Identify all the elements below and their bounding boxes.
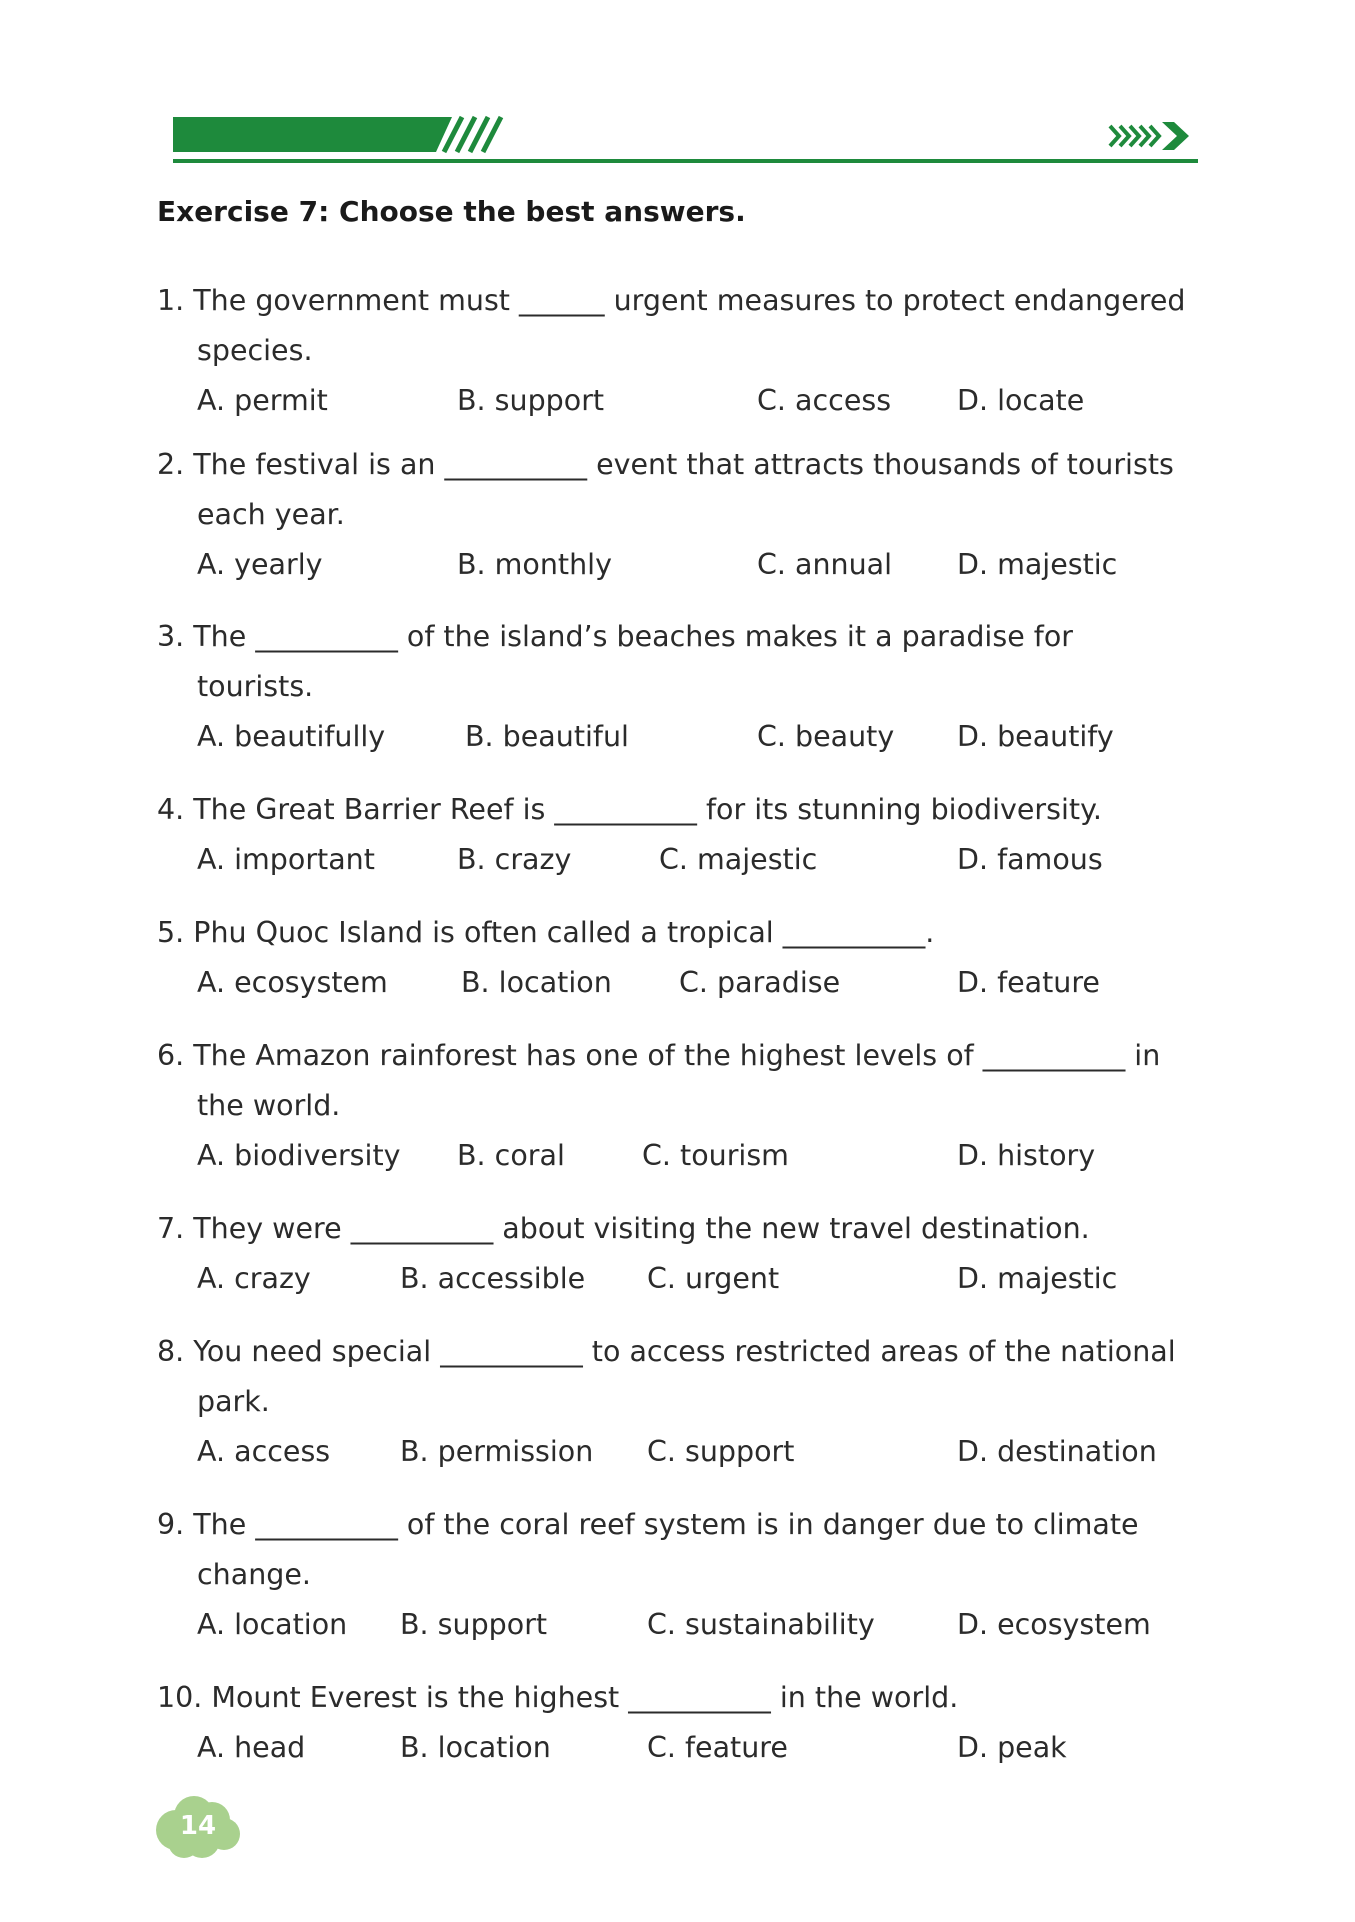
double-chevron-icon [1110, 126, 1159, 146]
option-c[interactable]: C. annual [757, 548, 893, 581]
option-c[interactable]: C. beauty [757, 720, 895, 753]
question-text: 9. The __________ of the coral reef system is in danger due to climate [157, 1508, 1139, 1541]
option-a[interactable]: A. head [197, 1731, 306, 1764]
question-text: 5. Phu Quoc Island is often called a tropical __________. [157, 916, 935, 949]
question-text-cont: species. [197, 334, 313, 367]
option-a[interactable]: A. crazy [197, 1262, 311, 1295]
option-b[interactable]: B. location [461, 966, 612, 999]
option-d[interactable]: D. ecosystem [957, 1608, 1151, 1641]
question-text: 4. The Great Barrier Reef is __________ for its stunning biodiversity. [157, 793, 1102, 826]
option-d[interactable]: D. beautify [957, 720, 1114, 753]
header-banner [0, 0, 1355, 180]
option-c[interactable]: C. majestic [659, 843, 818, 876]
question-text: 6. The Amazon rainforest has one of the highest levels of __________ in [157, 1039, 1161, 1072]
question-text-cont: each year. [197, 498, 345, 531]
option-a[interactable]: A. yearly [197, 548, 323, 581]
header-green-bar [173, 117, 452, 152]
question-text: 7. They were __________ about visiting the new travel destination. [157, 1212, 1090, 1245]
option-a[interactable]: A. biodiversity [197, 1139, 401, 1172]
option-d[interactable]: D. locate [957, 384, 1085, 417]
header-rule [173, 159, 1198, 163]
question-text-cont: the world. [197, 1089, 341, 1122]
option-c[interactable]: C. urgent [647, 1262, 780, 1295]
option-d[interactable]: D. destination [957, 1435, 1157, 1468]
question-text: 2. The festival is an __________ event that attracts thousands of tourists [157, 448, 1174, 481]
option-b[interactable]: B. crazy [457, 843, 572, 876]
option-d[interactable]: D. majestic [957, 1262, 1118, 1295]
option-b[interactable]: B. permission [400, 1435, 594, 1468]
option-a[interactable]: A. beautifully [197, 720, 386, 753]
option-d[interactable]: D. feature [957, 966, 1100, 999]
option-b[interactable]: B. location [400, 1731, 551, 1764]
option-d[interactable]: D. peak [957, 1731, 1067, 1764]
option-b[interactable]: B. beautiful [465, 720, 629, 753]
question-text: 10. Mount Everest is the highest __________ in the world. [157, 1681, 959, 1714]
header-slashes [444, 117, 501, 152]
question-text: 1. The government must ______ urgent measures to protect endangered [157, 284, 1186, 317]
option-a[interactable]: A. ecosystem [197, 966, 388, 999]
option-c[interactable]: C. paradise [679, 966, 841, 999]
option-b[interactable]: B. monthly [457, 548, 612, 581]
option-c[interactable]: C. sustainability [647, 1608, 875, 1641]
option-d[interactable]: D. famous [957, 843, 1103, 876]
option-a[interactable]: A. location [197, 1608, 348, 1641]
option-c[interactable]: C. tourism [642, 1139, 789, 1172]
option-c[interactable]: C. access [757, 384, 892, 417]
question-text: 8. You need special __________ to access restricted areas of the national [157, 1335, 1176, 1368]
option-b[interactable]: B. support [400, 1608, 548, 1641]
option-b[interactable]: B. accessible [400, 1262, 586, 1295]
question-text-cont: change. [197, 1558, 311, 1591]
page-number-badge [150, 1790, 246, 1862]
option-a[interactable]: A. important [197, 843, 375, 876]
option-d[interactable]: D. majestic [957, 548, 1118, 581]
option-c[interactable]: C. feature [647, 1731, 788, 1764]
option-a[interactable]: A. access [197, 1435, 331, 1468]
option-b[interactable]: B. coral [457, 1139, 565, 1172]
page-number: 14 [179, 1811, 217, 1841]
question-text-cont: tourists. [197, 670, 314, 703]
question-text-cont: park. [197, 1385, 270, 1418]
big-chevron-icon [1162, 122, 1189, 150]
option-c[interactable]: C. support [647, 1435, 795, 1468]
option-d[interactable]: D. history [957, 1139, 1096, 1172]
exercise-title: Exercise 7: Choose the best answers. [157, 195, 746, 228]
question-text: 3. The __________ of the island’s beaches makes it a paradise for [157, 620, 1073, 653]
option-b[interactable]: B. support [457, 384, 605, 417]
option-a[interactable]: A. permit [197, 384, 328, 417]
